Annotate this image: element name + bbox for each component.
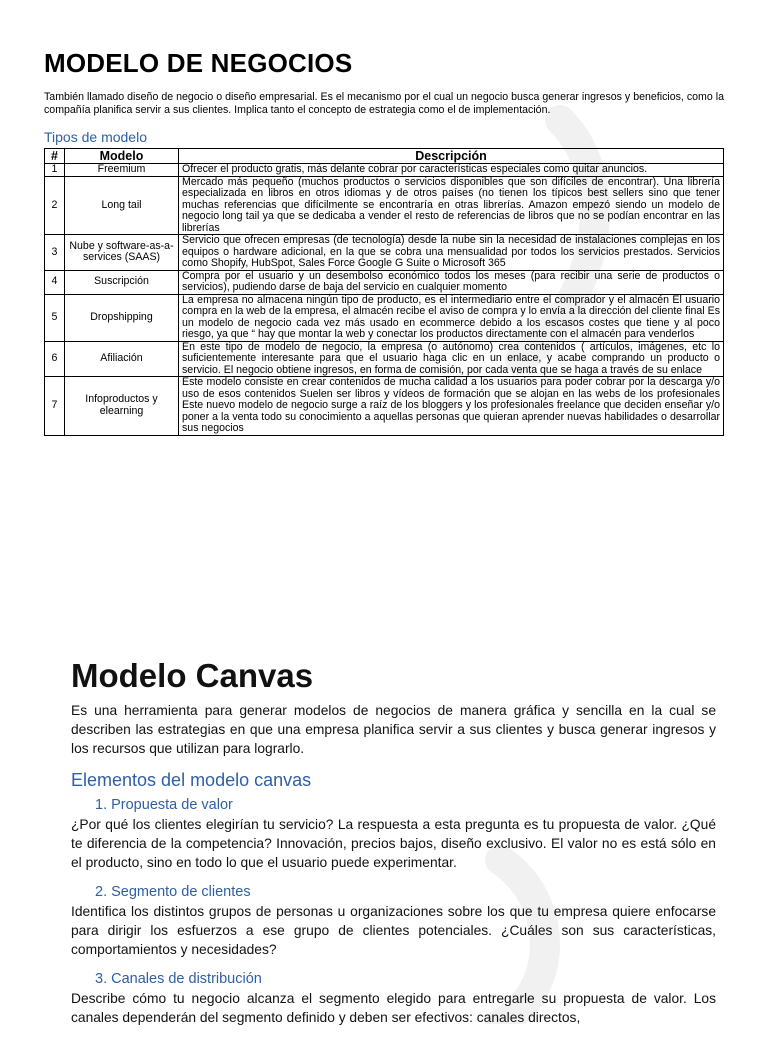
- row-num: 1: [45, 164, 65, 177]
- row-description: La empresa no almacena ningún tipo de producto, es el intermediario entre el comprador y el almacén El usuario compra en la web de la empresa, el almacén recibe el aviso de compra y lo envía a la dirección del cliente final Es un modelo de negocio cada vez más usado en ecommerce debido a los escasos costes que tiene y al poco riesgo, ya que “ hay que montar la web y conectar los productos directamente con el almacén para venderlos: [179, 294, 724, 341]
- item-heading: 2. Segmento de clientes: [95, 884, 251, 900]
- row-model: Dropshipping: [65, 294, 179, 341]
- row-model: Afiliación: [65, 341, 179, 377]
- intro-paragraph: También llamado diseño de negocio o diseño empresarial. Es el mecanismo por el cual un negocio busca generar ingresos y beneficios, como la compañía planifica servir a sus clientes. Implica tanto el concepto de estrategia como el de implementación.: [44, 91, 724, 116]
- header-model: Modelo: [65, 149, 179, 164]
- row-model: Long tail: [65, 176, 179, 235]
- row-num: 2: [45, 176, 65, 235]
- item-heading: 3. Canales de distribución: [95, 971, 262, 987]
- table-row: [45, 164, 724, 177]
- row-num: 6: [45, 341, 65, 377]
- row-num: 5: [45, 294, 65, 341]
- row-model: Freemium: [65, 164, 179, 177]
- table-row: [45, 377, 724, 436]
- business-models-table: [44, 148, 724, 436]
- item-text: ¿Por qué los clientes elegirían tu servicio? La respuesta a esta pregunta es tu propuesta de valor. ¿Qué te diferencia de la competencia? Innovación, precios bajos, diseño exclusivo. El valor no es está sólo en el producto, sino en todo lo que el usuario puede experimentar.: [71, 817, 716, 870]
- row-description: En este tipo de modelo de negocio, la empresa (o autónomo) crea contenidos ( artículos, imágenes, etc lo suficientemente interesante para que el usuario haga clic en un enlace, y acabe comprando un producto o servicio. El negocio obtiene ingresos, en forma de comisión, por cada venta que se haga a través de su enlace: [179, 341, 724, 377]
- header-num: #: [45, 149, 65, 164]
- header-description: Descripción: [179, 149, 724, 164]
- table-row: [45, 341, 724, 377]
- row-num: 3: [45, 235, 65, 271]
- canvas-title: Modelo Canvas: [71, 657, 314, 694]
- table-row: [45, 235, 724, 271]
- item-text: Describe cómo tu negocio alcanza el segmento elegido para entregarle su propuesta de valor. Los canales dependerán del segmento definido y deben ser efectivos: canales directos,: [71, 991, 716, 1025]
- table-row: [45, 294, 724, 341]
- modelo-negocios-section: [44, 48, 724, 436]
- item-text: Identifica los distintos grupos de personas u organizaciones sobre los que tu empresa quiere enfocarse para dirigir los esfuerzos a ese grupo de clientes potenciales. ¿Cuáles son sus características, comportamientos y necesidades?: [71, 904, 716, 957]
- row-description: Ofrecer el producto gratis, más delante cobrar por características especiales como quitar anuncios.: [179, 164, 724, 177]
- row-model: Suscripción: [65, 270, 179, 294]
- row-description: Este modelo consiste en crear contenidos de mucha calidad a los usuarios para poder cobrar por la descarga y/o uso de esos contenidos Suelen ser libros y vídeos de formación que se alojan en las webs de los profesionales Este nuevo modelo de negocio surge a raíz de los bloggers y los profesionales freelance que deciden enseñar y/o poner a la venta todo su conocimiento a aquellas personas que quieran aprender nuevas habilidades o desarrollar sus negocios: [179, 377, 724, 436]
- modelo-canvas-section: [71, 657, 716, 1039]
- item-heading: 1. Propuesta de valor: [95, 797, 233, 813]
- row-description: Servicio que ofrecen empresas (de tecnología) desde la nube sin la necesidad de instalaciones complejas en los equipos o hardware adicional, en la que se cobra una mensualidad por todos los servicios prestados. Servicios como Shopify, HubSpot, Sales Force Google G Suite o Microsoft 365: [179, 235, 724, 271]
- row-model: Infoproductos y elearning: [65, 377, 179, 436]
- canvas-intro: Es una herramienta para generar modelos de negocios de manera gráfica y sencilla en la cual se describen las estrategias en que una empresa planifica servir a sus clientes y busca generar ingresos y los recursos que utilizan para lograrlo.: [71, 703, 716, 756]
- row-description: Mercado más pequeño (muchos productos o servicios disponibles que son difíciles de encontrar). Una librería especializada en libros en otros idiomas y de otros países (no tienen los típicos best sellers sino que tener muchas referencias que difícilmente se encontraría en otras librerías. Amazon empezó siendo un modelo de negocio long tail ya que se dedicaba a vender el resto de referencias de libros que no se podían encontrar en las librerías: [179, 176, 724, 235]
- row-num: 7: [45, 377, 65, 436]
- row-model: Nube y software-as-a-services (SAAS): [65, 235, 179, 271]
- canvas-subtitle: Elementos del modelo canvas: [71, 770, 312, 790]
- table-subtitle: Tipos de modelo: [44, 129, 147, 145]
- table-row: [45, 270, 724, 294]
- row-num: 4: [45, 270, 65, 294]
- row-description: Compra por el usuario y un desembolso económico todos los meses (para recibir una serie de productos o servicios), pudiendo darse de baja del servicio en cualquier momento: [179, 270, 724, 294]
- table-row: [45, 176, 724, 235]
- page-title: MODELO DE NEGOCIOS: [44, 48, 353, 78]
- table-header-row: [45, 149, 724, 164]
